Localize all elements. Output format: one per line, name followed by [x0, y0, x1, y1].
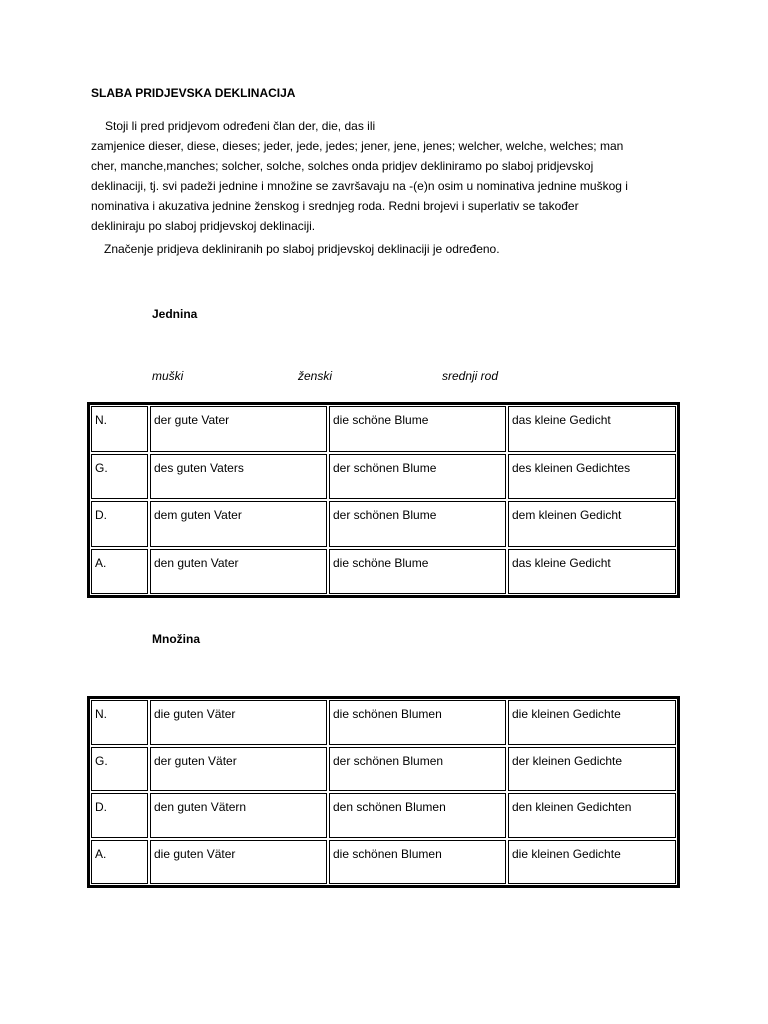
- table-cell: die schönen Blumen: [329, 700, 506, 745]
- case-cell: G.: [91, 747, 148, 792]
- case-cell: D.: [91, 793, 148, 838]
- gender-masculine-label: muški: [152, 369, 184, 383]
- intro-paragraph: [91, 116, 691, 236]
- table-cell: die kleinen Gedichte: [508, 700, 676, 745]
- table-cell: des kleinen Gedichtes: [508, 454, 676, 500]
- table-cell: der schönen Blumen: [329, 747, 506, 792]
- paragraph-line: deklinaciji, tj. svi padeži jednine i množine se završavaju na -(e)n osim u nominativa jednine muškog i: [91, 179, 628, 193]
- document-title: SLABA PRIDJEVSKA DEKLINACIJA: [91, 86, 296, 100]
- table-cell: die guten Väter: [150, 700, 327, 745]
- table-cell: die guten Väter: [150, 840, 327, 885]
- table-cell: die schöne Blume: [329, 549, 506, 595]
- plural-heading: Množina: [152, 632, 200, 646]
- table-cell: die schönen Blumen: [329, 840, 506, 885]
- case-cell: A.: [91, 549, 148, 595]
- paragraph-line: zamjenice dieser, diese, dieses; jeder, jede, jedes; jener, jene, jenes; welcher, welche, welches; man: [91, 139, 624, 153]
- table-cell: der schönen Blume: [329, 501, 506, 547]
- paragraph-line: nominativa i akuzativa jednine ženskog i srednjeg roda. Redni brojevi i superlativ se također: [91, 199, 579, 213]
- paragraph-line: cher, manche,manches; solcher, solche, solches onda pridjev dekliniramo po slaboj pridjevskoj: [91, 159, 594, 173]
- paragraph-line: dekliniraju po slaboj pridjevskoj deklinaciji.: [91, 219, 316, 233]
- table-cell: der guten Väter: [150, 747, 327, 792]
- table-cell: dem guten Vater: [150, 501, 327, 547]
- table-cell: den guten Vater: [150, 549, 327, 595]
- case-cell: N.: [91, 406, 148, 452]
- table-cell: den kleinen Gedichten: [508, 793, 676, 838]
- table-cell: das kleine Gedicht: [508, 549, 676, 595]
- singular-heading: Jednina: [152, 307, 198, 321]
- table-cell: der schönen Blume: [329, 454, 506, 500]
- table-cell: den schönen Blumen: [329, 793, 506, 838]
- case-cell: N.: [91, 700, 148, 745]
- table-cell: den guten Vätern: [150, 793, 327, 838]
- singular-table: [87, 402, 680, 598]
- case-cell: G.: [91, 454, 148, 500]
- table-cell: der gute Vater: [150, 406, 327, 452]
- table-cell: die schöne Blume: [329, 406, 506, 452]
- gender-feminine-label: ženski: [298, 369, 333, 383]
- table-cell: das kleine Gedicht: [508, 406, 676, 452]
- paragraph-line: Stoji li pred pridjevom određeni član der, die, das ili: [105, 119, 376, 133]
- meaning-paragraph: Značenje pridjeva dekliniranih po slaboj pridjevskoj deklinaciji je određeno.: [104, 242, 500, 256]
- table-cell: die kleinen Gedichte: [508, 840, 676, 885]
- table-cell: dem kleinen Gedicht: [508, 501, 676, 547]
- case-cell: D.: [91, 501, 148, 547]
- gender-neuter-label: srednji rod: [442, 369, 499, 383]
- case-cell: A.: [91, 840, 148, 885]
- plural-table: [87, 696, 680, 888]
- table-cell: der kleinen Gedichte: [508, 747, 676, 792]
- table-cell: des guten Vaters: [150, 454, 327, 500]
